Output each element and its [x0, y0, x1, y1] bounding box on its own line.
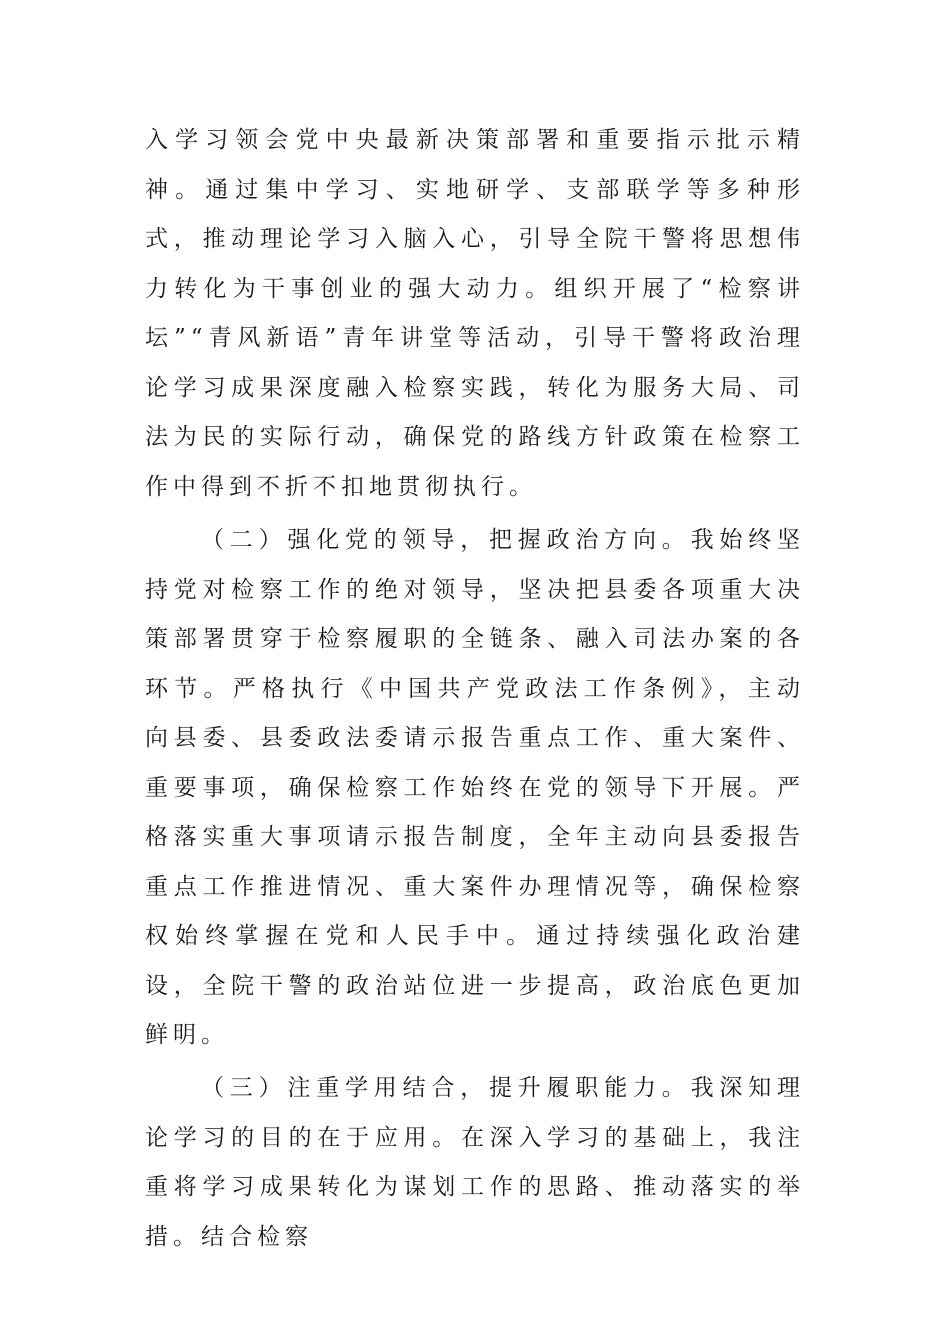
- paragraph-section-three: （三）注重学用结合，提升履职能力。我深知理论学习的目的在于应用。在深入学习的基础上，我注重将学习成果转化为谋划工作的思路、推动落实的举措。结合检察: [145, 1075, 805, 1250]
- paragraph-continuation: 入学习领会党中央最新决策部署和重要指示批示精神。通过集中学习、实地研学、支部联学等多种形式，推动理论学习入脑入心，引导全院干警将思想伟力转化为干事创业的强大动力。组织开展了“检察讲坛”“青风新语”青年讲堂等活动，引导干警将政治理论学习成果深度融入检察实践，转化为服务大局、司法为民的实际行动，确保党的路线方针政策在检察工作中得到不折不扣地贯彻执行。: [145, 127, 805, 500]
- paragraph-section-two: （二）强化党的领导，把握政治方向。我始终坚持党对检察工作的绝对领导，坚决把县委各项重大决策部署贯穿于检察履职的全链条、融入司法办案的各环节。严格执行《中国共产党政法工作条例》，主动向县委、县委政法委请示报告重点工作、重大案件、重要事项，确保检察工作始终在党的领导下开展。严格落实重大事项请示报告制度，全年主动向县委报告重点工作推进情况、重大案件办理情况等，确保检察权始终掌握在党和人民手中。通过持续强化政治建设，全院干警的政治站位进一步提高，政治底色更加鲜明。: [145, 527, 805, 1048]
